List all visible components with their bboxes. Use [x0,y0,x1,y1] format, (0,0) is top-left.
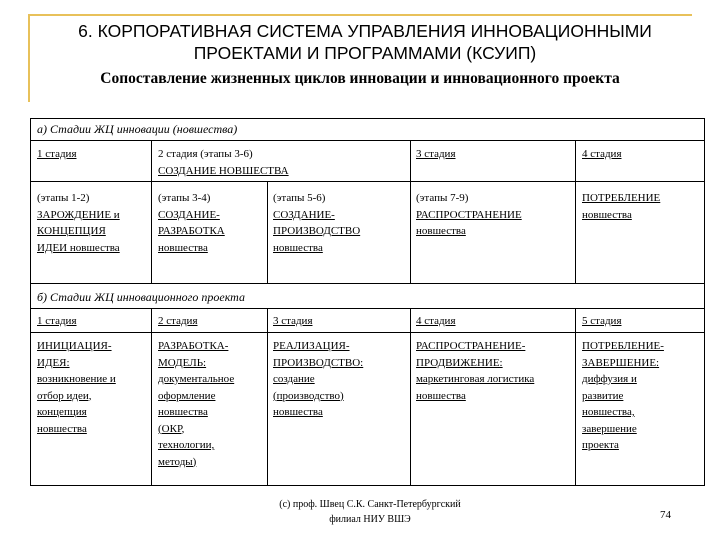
a-stage-3: 3 стадия [416,148,456,160]
b-stage-1-line: новшества [37,422,87,435]
b-stage-3: 3 стадия [273,315,313,327]
b-stage-3-line: (производство) [273,389,344,402]
a-stage-3-line: (этапы 7-9) [416,192,469,204]
b-stage-3-line: новшества [273,406,323,418]
b-stage-1: 1 стадия [37,315,77,327]
section-a-divider [31,140,704,141]
b-stage-5-line: проекта [582,439,619,451]
a-row-divider [31,181,704,182]
page-subtitle: Сопоставление жизненных циклов инновации и инновационного проекта [100,70,620,87]
b-stage-3-line: создание [273,373,315,385]
b-stage-3-line: ПРОИЗВОДСТВО: [273,356,364,369]
a-stage-2b-detail [273,190,360,256]
comparison-table [30,118,705,486]
a-stage-4-line: новшества [582,208,632,221]
a-stage-3-detail [416,190,522,240]
b-stage-2-line: оформление [158,389,216,402]
a-stage-1-line: (этапы 1-2) [37,192,90,204]
a-stage-2-label: 2 стадия (этапы 3-6) [158,148,253,160]
b-stage-2-line: (ОКР, [158,422,185,435]
a-stage-1-line: КОНЦЕПЦИЯ [37,225,106,237]
a-col-divider-1 [151,140,152,283]
b-stage-4-line: маркетинговая логистика [416,373,535,385]
a-stage-2a-line: новшества [158,241,208,254]
footer-credit-line-2: филиал НИУ ВШЭ [329,514,411,525]
b-stage-4-line: РАСПРОСТРАНЕНИЕ- [416,340,526,352]
a-stage-2a-line: РАЗРАБОТКА [158,225,225,237]
b-col-divider-1 [151,308,152,485]
b-stage-2-line: методы) [158,455,197,468]
a-stage-2b-line: новшества [273,241,323,254]
page-title [30,20,700,64]
b-stage-2-line: МОДЕЛЬ: [158,356,207,369]
a-col-divider-3 [575,140,576,283]
b-stage-4-line: новшества [416,389,466,402]
b-stage-5-line: завершение [582,422,637,435]
a-stage-2b-line: ПРОИЗВОДСТВО [273,225,361,237]
a-stage-1-line: ЗАРОЖДЕНИЕ и [37,208,120,221]
a-col-divider-2a [267,181,268,283]
b-stage-2: 2 стадия [158,315,198,327]
a-stage-4-line: ПОТРЕБЛЕНИЕ [582,192,661,204]
a-stage-2a-line: СОЗДАНИЕ- [158,208,220,221]
b-stage-2-line: РАЗРАБОТКА- [158,340,229,352]
a-stage-4-detail [582,190,660,223]
b-stage-5-line: развитие [582,389,624,402]
footer-credit [220,497,520,527]
b-stage-3-detail [273,338,363,421]
b-stage-4-detail [416,338,534,404]
b-stage-5-line: ЗАВЕРШЕНИЕ: [582,356,660,369]
b-row-divider [31,332,704,333]
a-stage-1: 1 стадия [37,148,77,160]
a-stage-3-line: новшества [416,225,466,237]
b-stage-2-line: технологии, [158,439,215,451]
b-stage-4-line: ПРОДВИЖЕНИЕ: [416,356,503,369]
b-stage-5-line: новшества, [582,406,635,418]
title-line-2: ПРОЕКТАМИ И ПРОГРАММАМИ (КСУИП) [193,43,537,63]
a-stage-1-line: ИДЕИ новшества [37,241,120,254]
a-stage-2a-line: (этапы 3-4) [158,192,211,204]
b-stage-5-detail [582,338,664,454]
a-col-divider-2 [410,140,411,283]
b-stage-2-line: новшества [158,406,208,418]
b-col-divider-4 [575,308,576,485]
b-stage-1-line: возникновение и [37,373,116,385]
b-col-divider-2 [267,308,268,485]
section-a-heading: а) Стадии ЖЦ инновации (новшества) [37,122,238,136]
b-stage-4: 4 стадия [416,315,456,327]
b-stage-3-line: РЕАЛИЗАЦИЯ- [273,340,350,352]
a-stage-3-line: РАСПРОСТРАНЕНИЕ [416,208,522,221]
section-b-heading: б) Стадии ЖЦ инновационного проекта [37,290,245,304]
b-stage-1-line: ИДЕЯ: [37,356,70,369]
page-number: 74 [660,509,671,521]
footer-credit-line-1: (c) проф. Швец С.К. Санкт-Петербургский [279,499,461,510]
b-col-divider-3 [410,308,411,485]
a-stage-2-title: СОЗДАНИЕ НОВШЕСТВА [158,164,289,177]
a-stage-1-detail [37,190,120,256]
b-stage-1-line: концепция [37,406,87,418]
top-decor-line [28,14,692,16]
b-stage-5-line: диффузия и [582,373,637,385]
b-stage-1-line: отбор идеи, [37,389,92,402]
b-stage-1-detail [37,338,116,437]
a-stage-2b-line: СОЗДАНИЕ- [273,208,335,221]
title-line-1: 6. КОРПОРАТИВНАЯ СИСТЕМА УПРАВЛЕНИЯ ИННОВАЦИОННЫМИ [78,21,652,41]
a-stage-2a-detail [158,190,225,256]
b-stage-5: 5 стадия [582,315,622,327]
b-stage-1-line: ИНИЦИАЦИЯ- [37,340,112,352]
a-stage-4: 4 стадия [582,148,622,160]
a-stage-2 [158,146,289,179]
section-b-top [31,283,704,284]
section-b-divider [31,308,704,309]
b-stage-5-line: ПОТРЕБЛЕНИЕ- [582,340,664,352]
b-stage-2-line: документальное [158,373,235,385]
b-stage-2-detail [158,338,234,470]
a-stage-2b-line: (этапы 5-6) [273,192,326,204]
